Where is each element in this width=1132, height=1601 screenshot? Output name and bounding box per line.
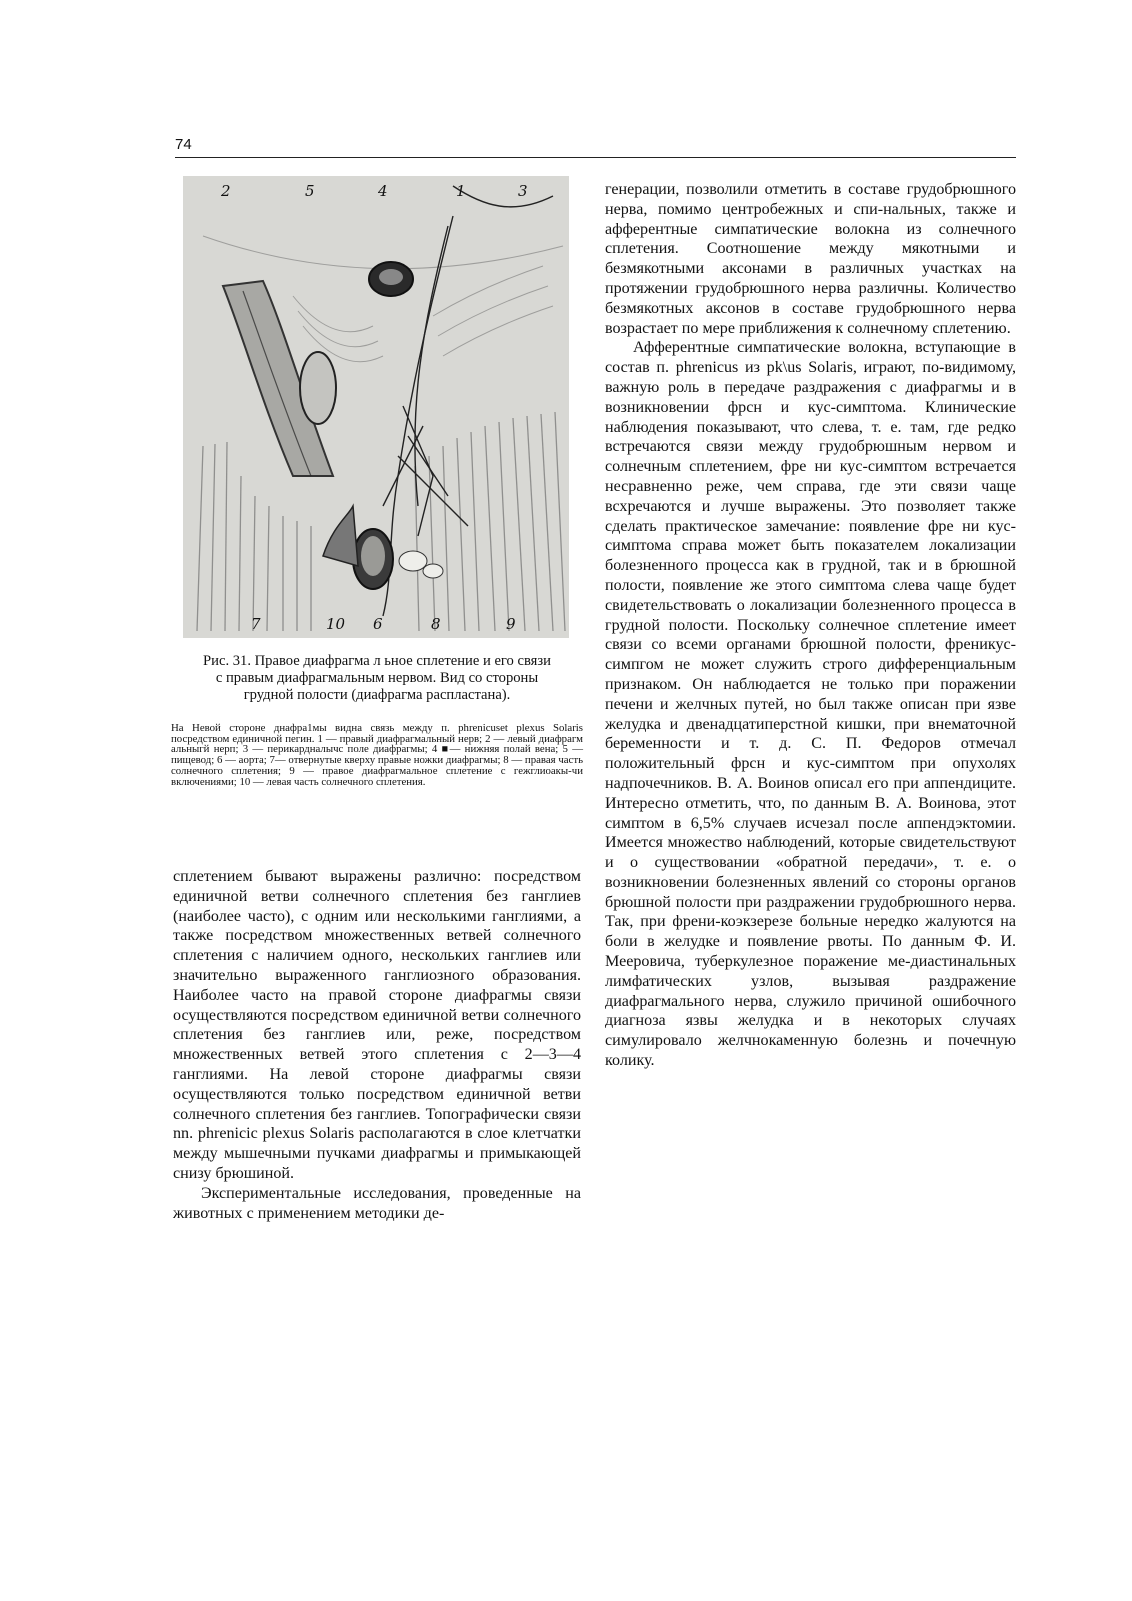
left-paragraph-1: сплетением бывают выражены различно: посредством единичной ветви солнечного сплетения без ганглиев (наиболее часто), с одним или несколькими ганглиями, а также посредством множественных ветвей солнечного сплетения с наличием одного, нескольких ганглиев или значительно выраженного ганглиозного образования. Наиболее часто на правой стороне диафрагмы связи осуществляются посредством единичной ветви солнечного сплетения без ганглиев или, реже, посредством множественных ветвей этого сплетения с 2—3—4 ганглиями. На левой стороне диафрагмы связи осуществляются только посредством единичной ветви солнечного сплетения без ганглиев. Топографически связи nn. phrenicic plexus Solaris располагаются в слое клетчатки между мышечными пучками диафрагмы и примыкающей снизу брюшиной. bbox=[173, 868, 581, 1182]
figure-label-6: 6 bbox=[373, 615, 383, 633]
figure-label-5: 5 bbox=[305, 182, 315, 200]
figure-label-2: 2 bbox=[221, 182, 231, 200]
caption-line-2: с правым диафрагмальным нервом. Вид со стороны bbox=[215, 669, 539, 686]
anatomical-figure bbox=[183, 176, 569, 638]
figure-label-7: 7 bbox=[251, 615, 261, 633]
page-number: 74 bbox=[175, 136, 192, 153]
figure-label-10: 10 bbox=[326, 615, 346, 633]
caption-line-1: Рис. 31. Правое диафрагма л ьное сплетение и его связи bbox=[203, 653, 551, 669]
left-paragraph-2: Экспериментальные исследования, проведенные на животных с применением методики де- bbox=[173, 1184, 581, 1222]
figure-label-9: 9 bbox=[506, 615, 516, 633]
right-paragraph-2: Афферентные симпатические волокна, вступающие в состав п. phrenicus из pk\us Solaris, играют, по-видимому, важную роль в передаче раздражения с диафрагмы и в возникновении фрсн и кус-симптома. Клинические наблюдения показывают, что слева, т. е. там, где редко встречаются связи между грудобрюшным нервом и солнечным сплетением, фре ни кус-симптом встречается несравненно реже, чем справа, где эти связи чаще всхречаются и лучше выражены. Это позволяет также сделать практическое замечание: появление фре ни кус-симптома справа может быть показателем локализации болезненного процесса как в грудной, так и в брюшной полости, появление же этого симптома слева чаще будет свидетельствовать о локализации болезненного процесса в грудной полости. Поскольку солнечное сплетение имеет связи со всеми органами брюшной полости, френикус-симпгом не может служить строго дифференциальным признаком. Он наблюдается не только при поражении печени и желчных путей, но был также описан при язве желудка и двенадцатиперстной кишки, при внематочной беременности и т. д. С. П. Федоров отмечал положительный фрсн и кус-симптом при опухолях надпочечников. В. А. Воинов описал его при аппендиците. Интересно отметить, что, по данным В. А. Воинова, этот симптом в 6,5% случаев исчезал после аппендэктомии. Имеется множество наблюдений, которые свидетельствуют и о существовании «обратной передачи», т. е. о возникновении болезненных явлений со стороны органов брюшной полости при раздражении грудобрюшного нерва. Так, при френи-коэкзерезе больные нередко жалуются на боли в желудке и появление рвоты. По данным Ф. И. Мееровича, туберкулезное поражение ме-диастинальных лимфатических узлов, вызывая раздражение диафрагмального нерва, служило причиной ошибочного диагноза язвы желудка и в некоторых случаях симулировало желчнокаменную болезнь и почечную колику. bbox=[605, 339, 1016, 1070]
figure-label-8: 8 bbox=[431, 615, 441, 633]
figure-label-1: 1 bbox=[456, 182, 466, 200]
figure-label-3: 3 bbox=[518, 182, 528, 200]
left-column bbox=[173, 867, 581, 1223]
figure-caption bbox=[171, 653, 583, 703]
header-rule bbox=[175, 157, 1016, 158]
figure-label-4: 4 bbox=[378, 182, 388, 200]
caption-line-3: грудной полости (диафрагма распластана). bbox=[243, 686, 511, 703]
right-column bbox=[605, 180, 1016, 1071]
right-paragraph-1: генерации, позволили отметить в составе грудобрюшного нерва, помимо центробежных и спи-нальных, также и афферентные симпатические волокна из солнечного сплетения. Соотношение между мякотными и безмякотными аксонами в различных участках на протяжении грудобрюшного нерва различны. Количество безмякотных аксонов в составе грудобрюшного нерва возрастает по мере приближения к солнечному сплетению. bbox=[605, 181, 1016, 337]
anatomy-illustration bbox=[183, 176, 569, 638]
figure-legend: На Невой стороне днафра1мы видна связь между п. phrenicuset plexus Solaris посредством единичной пегин. 1 — правый диафрагмальный нерв; 2 — левый диафрагм альныгй нерп; 3 — перикардналычс поле диафрагмы; 4 ■— нижняя полай вена; 5 — пищевод; 6 — аорта; 7— отвернутые кверху правые ножки диафрагмы; 8 — правая часть солнечного сплетения; 9 — правое диафрагмальное сплетение с гежглиоакы-чи включениями; 10 — левая часть солнечного сплетения. bbox=[171, 722, 583, 788]
